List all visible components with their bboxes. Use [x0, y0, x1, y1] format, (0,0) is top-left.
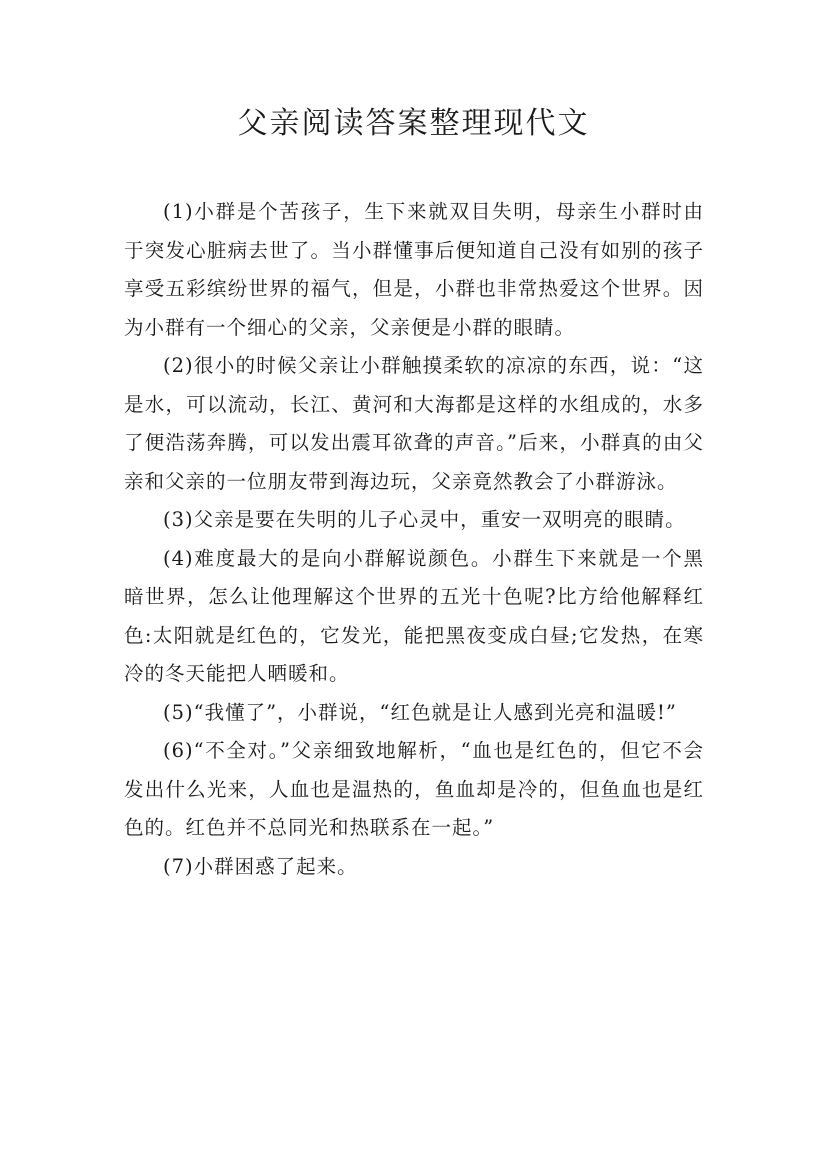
document-title: 父亲阅读答案整理现代文: [237, 106, 590, 141]
paragraph-2: (2)很小的时候父亲让小群触摸柔软的凉凉的东西，说：“这是水，可以流动，长江、黄河和大海都是这样的水组成的，水多了便浩荡奔腾，可以发出震耳欲聋的声音。”后来，小群真的由父亲和父亲的一位朋友带到海边玩，父亲竟然教会了小群游泳。: [124, 354, 704, 493]
paragraph-1: (1)小群是个苦孩子，生下来就双目失明，母亲生小群时由于突发心脏病去世了。当小群懂事后便知道自己没有如别的孩子享受五彩缤纷世界的福气，但是，小群也非常热爱这个世界。因为小群有一个细心的父亲，父亲便是小群的眼睛。: [124, 200, 704, 339]
paragraph-5: (5)“我懂了”，小群说，“红色就是让人感到光亮和温暖!”: [163, 700, 677, 724]
paragraph-3: (3)父亲是要在失明的儿子心灵中，重安一双明亮的眼睛。: [163, 508, 686, 531]
paragraph-7: (7)小群困惑了起来。: [163, 854, 358, 878]
paragraph-6: (6)“不全对。”父亲细致地解析，“血也是红色的，但它不会发出什么光来，人血也是温热的，鱼血却是冷的，但鱼血也是红色的。红色并不总同光和热联系在一起。”: [124, 739, 704, 839]
document-body: [124, 193, 704, 886]
paragraph-4: (4)难度最大的是向小群解说颜色。小群生下来就是一个黑暗世界，怎么让他理解这个世界的五光十色呢?比方给他解释红色:太阳就是红色的，它发光，能把黑夜变成白昼;它发热，在寒冷的冬天能把人晒暖和。: [124, 546, 704, 685]
